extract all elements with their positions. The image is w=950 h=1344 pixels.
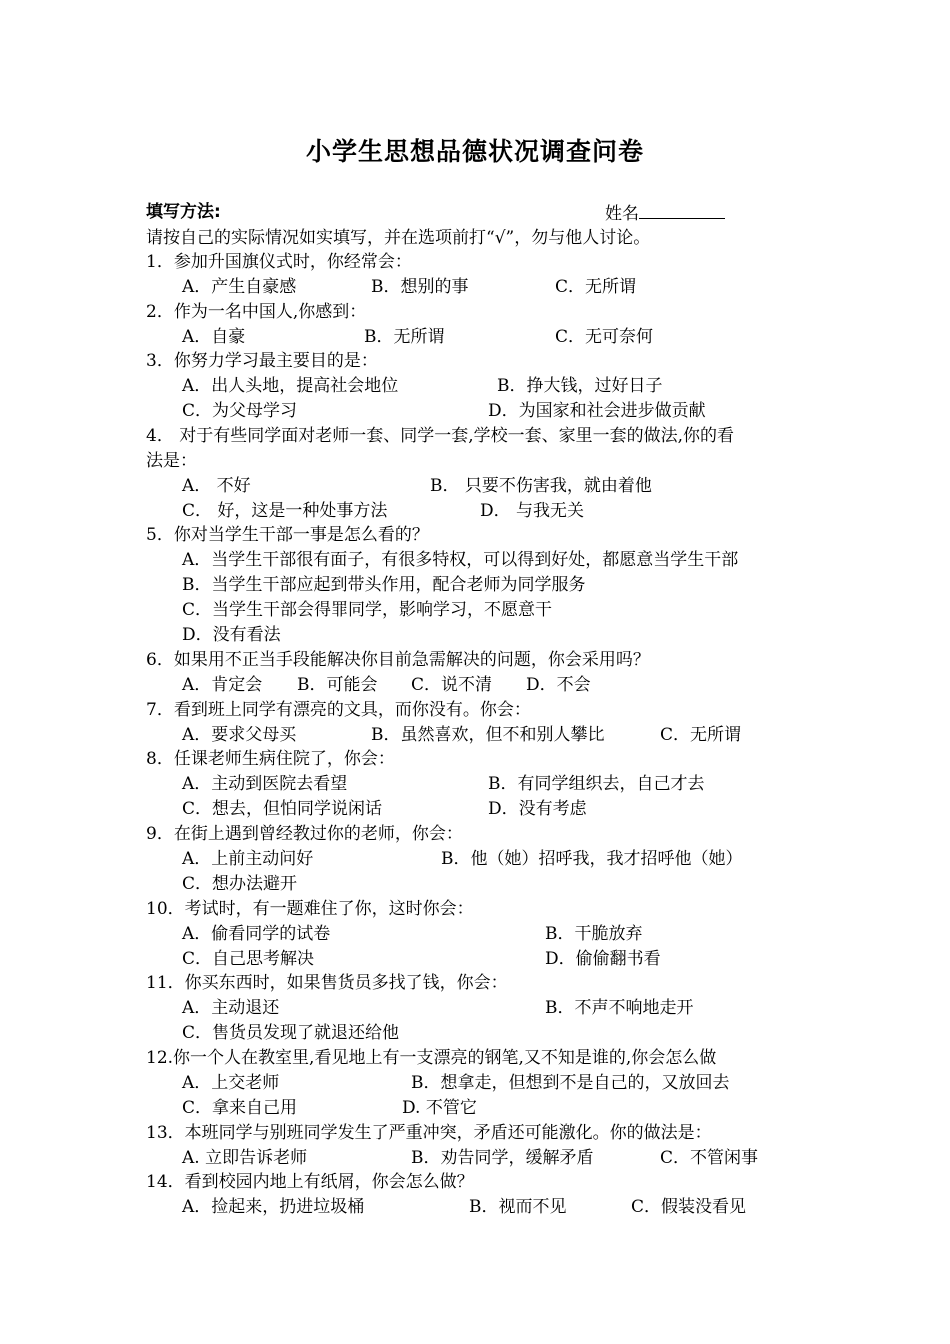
option[interactable]: B．有同学组织去，自己才去 [488, 774, 705, 794]
option[interactable]: A. 立即告诉老师 [182, 1148, 308, 1168]
question-stem: 14．看到校园内地上有纸屑，你会怎么做？ [146, 1172, 474, 1192]
question-stem: 9．在街上遇到曾经教过你的老师，你会： [146, 824, 463, 844]
option[interactable]: C．拿来自己用 [182, 1098, 298, 1118]
option[interactable]: B．想别的事 [371, 277, 469, 297]
question-stem: 12.你一个人在教室里,看见地上有一支漂亮的钢笔,又不知是谁的,你会怎么做 [146, 1048, 717, 1068]
question-stem: 13．本班同学与别班同学发生了严重冲突，矛盾还可能激化。你的做法是： [146, 1123, 712, 1143]
option[interactable]: B．想拿走，但想到不是自己的，又放回去 [411, 1073, 730, 1093]
question-stem: 3．你努力学习最主要目的是： [146, 351, 378, 371]
question-stem: 10．考试时，有一题难住了你，这时你会： [146, 899, 474, 919]
question-stem-continued: 法是： [146, 451, 197, 471]
option[interactable]: D．为国家和社会进步做贡献 [488, 401, 706, 421]
option[interactable]: C．不管闲事 [660, 1148, 759, 1168]
option[interactable]: B．当学生干部应起到带头作用，配合老师为同学服务 [182, 575, 586, 595]
option[interactable]: B． 只要不伤害我，就由着他 [430, 476, 652, 496]
option[interactable]: A． 不好 [182, 476, 251, 496]
option[interactable]: B．视而不见 [469, 1197, 567, 1217]
question-stem: 8．任课老师生病住院了，你会： [146, 749, 395, 769]
option[interactable]: C．想去，但怕同学说闲话 [182, 799, 383, 819]
option[interactable]: A．出人头地，提高社会地位 [182, 376, 399, 396]
option[interactable]: D. 不管它 [402, 1098, 477, 1118]
option[interactable]: A．自豪 [182, 327, 246, 347]
option[interactable]: C．假装没看见 [631, 1197, 747, 1217]
option[interactable]: A．产生自豪感 [182, 277, 297, 297]
instruction-text: 请按自己的实际情况如实填写，并在选项前打“√”，勿与他人讨论。 [146, 228, 651, 248]
option[interactable]: B．干脆放弃 [545, 924, 643, 944]
option[interactable]: C． 好，这是一种处事方法 [182, 501, 388, 521]
question-stem: 4． 对于有些同学面对老师一套、同学一套,学校一套、家里一套的做法,你的看 [146, 426, 735, 446]
option[interactable]: A．肯定会 [182, 675, 263, 695]
option[interactable]: D．不会 [526, 675, 591, 695]
option[interactable]: C．当学生干部会得罪同学，影响学习，不愿意干 [182, 600, 553, 620]
question-stem: 6．如果用不正当手段能解决你目前急需解决的问题，你会采用吗？ [146, 650, 650, 670]
option[interactable]: A．上交老师 [182, 1073, 280, 1093]
option[interactable]: A．当学生干部很有面子，有很多特权，可以得到好处，都愿意当学生干部 [182, 550, 739, 570]
option[interactable]: C．无可奈何 [555, 327, 654, 347]
option[interactable]: D．没有考虑 [488, 799, 587, 819]
question-stem: 11．你买东西时，如果售货员多找了钱，你会： [146, 973, 508, 993]
option[interactable]: B．可能会 [297, 675, 378, 695]
name-label: 姓名 [605, 204, 639, 224]
option[interactable]: C．自己思考解决 [182, 949, 315, 969]
option[interactable]: B．劝告同学，缓解矛盾 [411, 1148, 594, 1168]
option[interactable]: A．捡起来，扔进垃圾桶 [182, 1197, 365, 1217]
option[interactable]: B．他（她）招呼我，我才招呼他（她） [441, 849, 743, 869]
question-stem: 2．作为一名中国人,你感到： [146, 302, 367, 322]
option[interactable]: A．要求父母买 [182, 725, 297, 745]
option[interactable]: D． 与我无关 [480, 501, 585, 521]
question-stem: 5．你对当学生干部一事是怎么看的？ [146, 525, 429, 545]
option[interactable]: D．偷偷翻书看 [545, 949, 661, 969]
option[interactable]: A．偷看同学的试卷 [182, 924, 331, 944]
option[interactable]: C．无所谓 [555, 277, 637, 297]
option[interactable]: C．为父母学习 [182, 401, 298, 421]
option[interactable]: C．说不清 [411, 675, 493, 695]
option[interactable]: C．无所谓 [660, 725, 742, 745]
method-label: 填写方法: [146, 202, 221, 222]
name-field [605, 200, 725, 224]
option[interactable]: B．不声不响地走开 [545, 998, 694, 1018]
option[interactable]: C．想办法避开 [182, 874, 298, 894]
question-stem: 1．参加升国旗仪式时，你经常会： [146, 252, 412, 272]
option[interactable]: A．主动退还 [182, 998, 280, 1018]
option[interactable]: B．挣大钱，过好日子 [497, 376, 663, 396]
name-blank[interactable] [639, 200, 725, 219]
question-stem: 7．看到班上同学有漂亮的文具，而你没有。你会： [146, 700, 531, 720]
option[interactable]: A．上前主动问好 [182, 849, 314, 869]
page-title: 小学生思想品德状况调查问卷 [305, 137, 644, 166]
option[interactable]: B．无所谓 [364, 327, 445, 347]
option[interactable]: D．没有看法 [182, 625, 281, 645]
option[interactable]: B．虽然喜欢，但不和别人攀比 [371, 725, 605, 745]
option[interactable]: C．售货员发现了就退还给他 [182, 1023, 400, 1043]
option[interactable]: A．主动到医院去看望 [182, 774, 348, 794]
